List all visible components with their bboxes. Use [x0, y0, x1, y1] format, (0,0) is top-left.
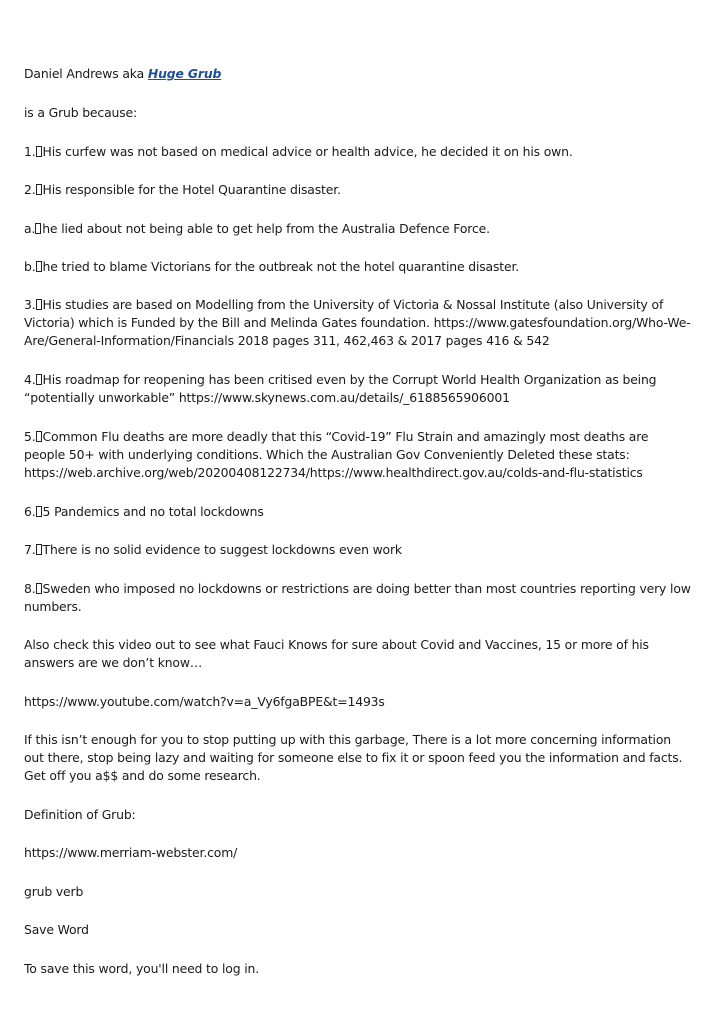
item-4 [24, 371, 692, 407]
item-1 [24, 143, 692, 161]
save-word-note: To save this word, you'll need to log in. [24, 961, 259, 976]
item-5 [24, 428, 692, 482]
item-7 [24, 541, 692, 559]
item-first-word: Sweden [42, 581, 91, 596]
item-number: 7. [24, 542, 36, 557]
item-text: who imposed no lockdowns or restrictions are doing better than most countries reporting very low numbers. [24, 581, 691, 614]
item-text: studies are based on Modelling from the University of Victoria & Nossal Institute (also University of Victoria) which is Funded by the Bill and Melinda Gates foundation. https://www.gatesfoundation.org/Who-We-Are/General-Information/Financials 2018 pages 311, 462,463 & 2017 pages 416 & 542 [24, 297, 691, 348]
item-first-word: His [42, 144, 62, 159]
item-6 [24, 503, 692, 521]
save-word-label: Save Word [24, 922, 89, 937]
item-first-word: he [42, 259, 58, 274]
lead-line: is a Grub because: [24, 105, 138, 120]
definition-heading: Definition of Grub: [24, 807, 136, 822]
missing-glyph-icon [36, 506, 42, 517]
item-text: responsible for the Hotel Quarantine disaster. [65, 182, 341, 197]
item-8 [24, 580, 692, 616]
item-number: 3. [24, 297, 36, 312]
item-text: roadmap for reopening has been critised even by the Corrupt World Health Organization as being “potentially unworkable” https://www.skynews.com.au/details/_6188565906001 [24, 372, 657, 405]
fauci-paragraph: Also check this video out to see what Fauci Knows for sure about Covid and Vaccines, 15 or more of his answers are we don’t know… [24, 637, 649, 670]
intro-prefix: Daniel Andrews aka [24, 66, 148, 81]
merriam-webster-url: https://www.merriam-webster.com/ [24, 845, 238, 860]
item-text: Pandemics and no total lockdowns [54, 504, 264, 519]
missing-glyph-icon [36, 544, 42, 555]
missing-glyph-icon [36, 184, 42, 195]
item-number: 2. [24, 182, 36, 197]
missing-glyph-icon [36, 431, 42, 442]
item-number: 5. [24, 429, 36, 444]
item-text: curfew was not based on medical advice or health advice, he decided it on his own. [65, 144, 573, 159]
intro-line [24, 65, 692, 83]
item-text: is no solid evidence to suggest lockdowns even work [81, 542, 402, 557]
huge-grub-link[interactable]: Huge Grub [147, 66, 222, 81]
item-first-word: Common [42, 429, 98, 444]
missing-glyph-icon [36, 146, 42, 157]
item-first-word: There [42, 542, 78, 557]
item-first-word: His [42, 372, 62, 387]
missing-glyph-icon [35, 223, 41, 234]
item-number: a. [24, 221, 36, 236]
item-2 [24, 181, 692, 199]
grub-verb: grub verb [24, 884, 84, 899]
item-b [24, 258, 692, 276]
item-first-word: His [42, 297, 62, 312]
item-number: b. [24, 259, 36, 274]
youtube-url: https://www.youtube.com/watch?v=a_Vy6fgaBPE&t=1493s [24, 694, 385, 709]
item-number: 4. [24, 372, 36, 387]
item-first-word: His [42, 182, 62, 197]
item-first-word: 5 [42, 504, 51, 519]
item-number: 1. [24, 144, 36, 159]
item-3 [24, 296, 692, 350]
missing-glyph-icon [36, 374, 42, 385]
closing-paragraph: If this isn’t enough for you to stop putting up with this garbage, There is a lot more concerning information out there, stop being lazy and waiting for someone else to fix it or spoon feed you the information and facts. Get off you a$$ and do some research. [24, 732, 683, 783]
item-a [24, 220, 692, 238]
missing-glyph-icon [36, 583, 42, 594]
missing-glyph-icon [36, 299, 42, 310]
item-text: Flu deaths are more deadly that this “Covid-19” Flu Strain and amazingly most deaths are people 50+ with underlying conditions. Which the Australian Gov Conveniently Deleted these stats: https://web.archive.org/web/20200408122734/https://www.healthdirect.gov.au/colds-and-flu-statistics [24, 429, 649, 480]
item-text: tried to blame Victorians for the outbreak not the hotel quarantine disaster. [61, 259, 520, 274]
item-first-word: he [42, 221, 58, 236]
missing-glyph-icon [36, 261, 42, 272]
item-text: lied about not being able to get help from the Australia Defence Force. [61, 221, 490, 236]
item-number: 6. [24, 504, 36, 519]
item-number: 8. [24, 581, 36, 596]
